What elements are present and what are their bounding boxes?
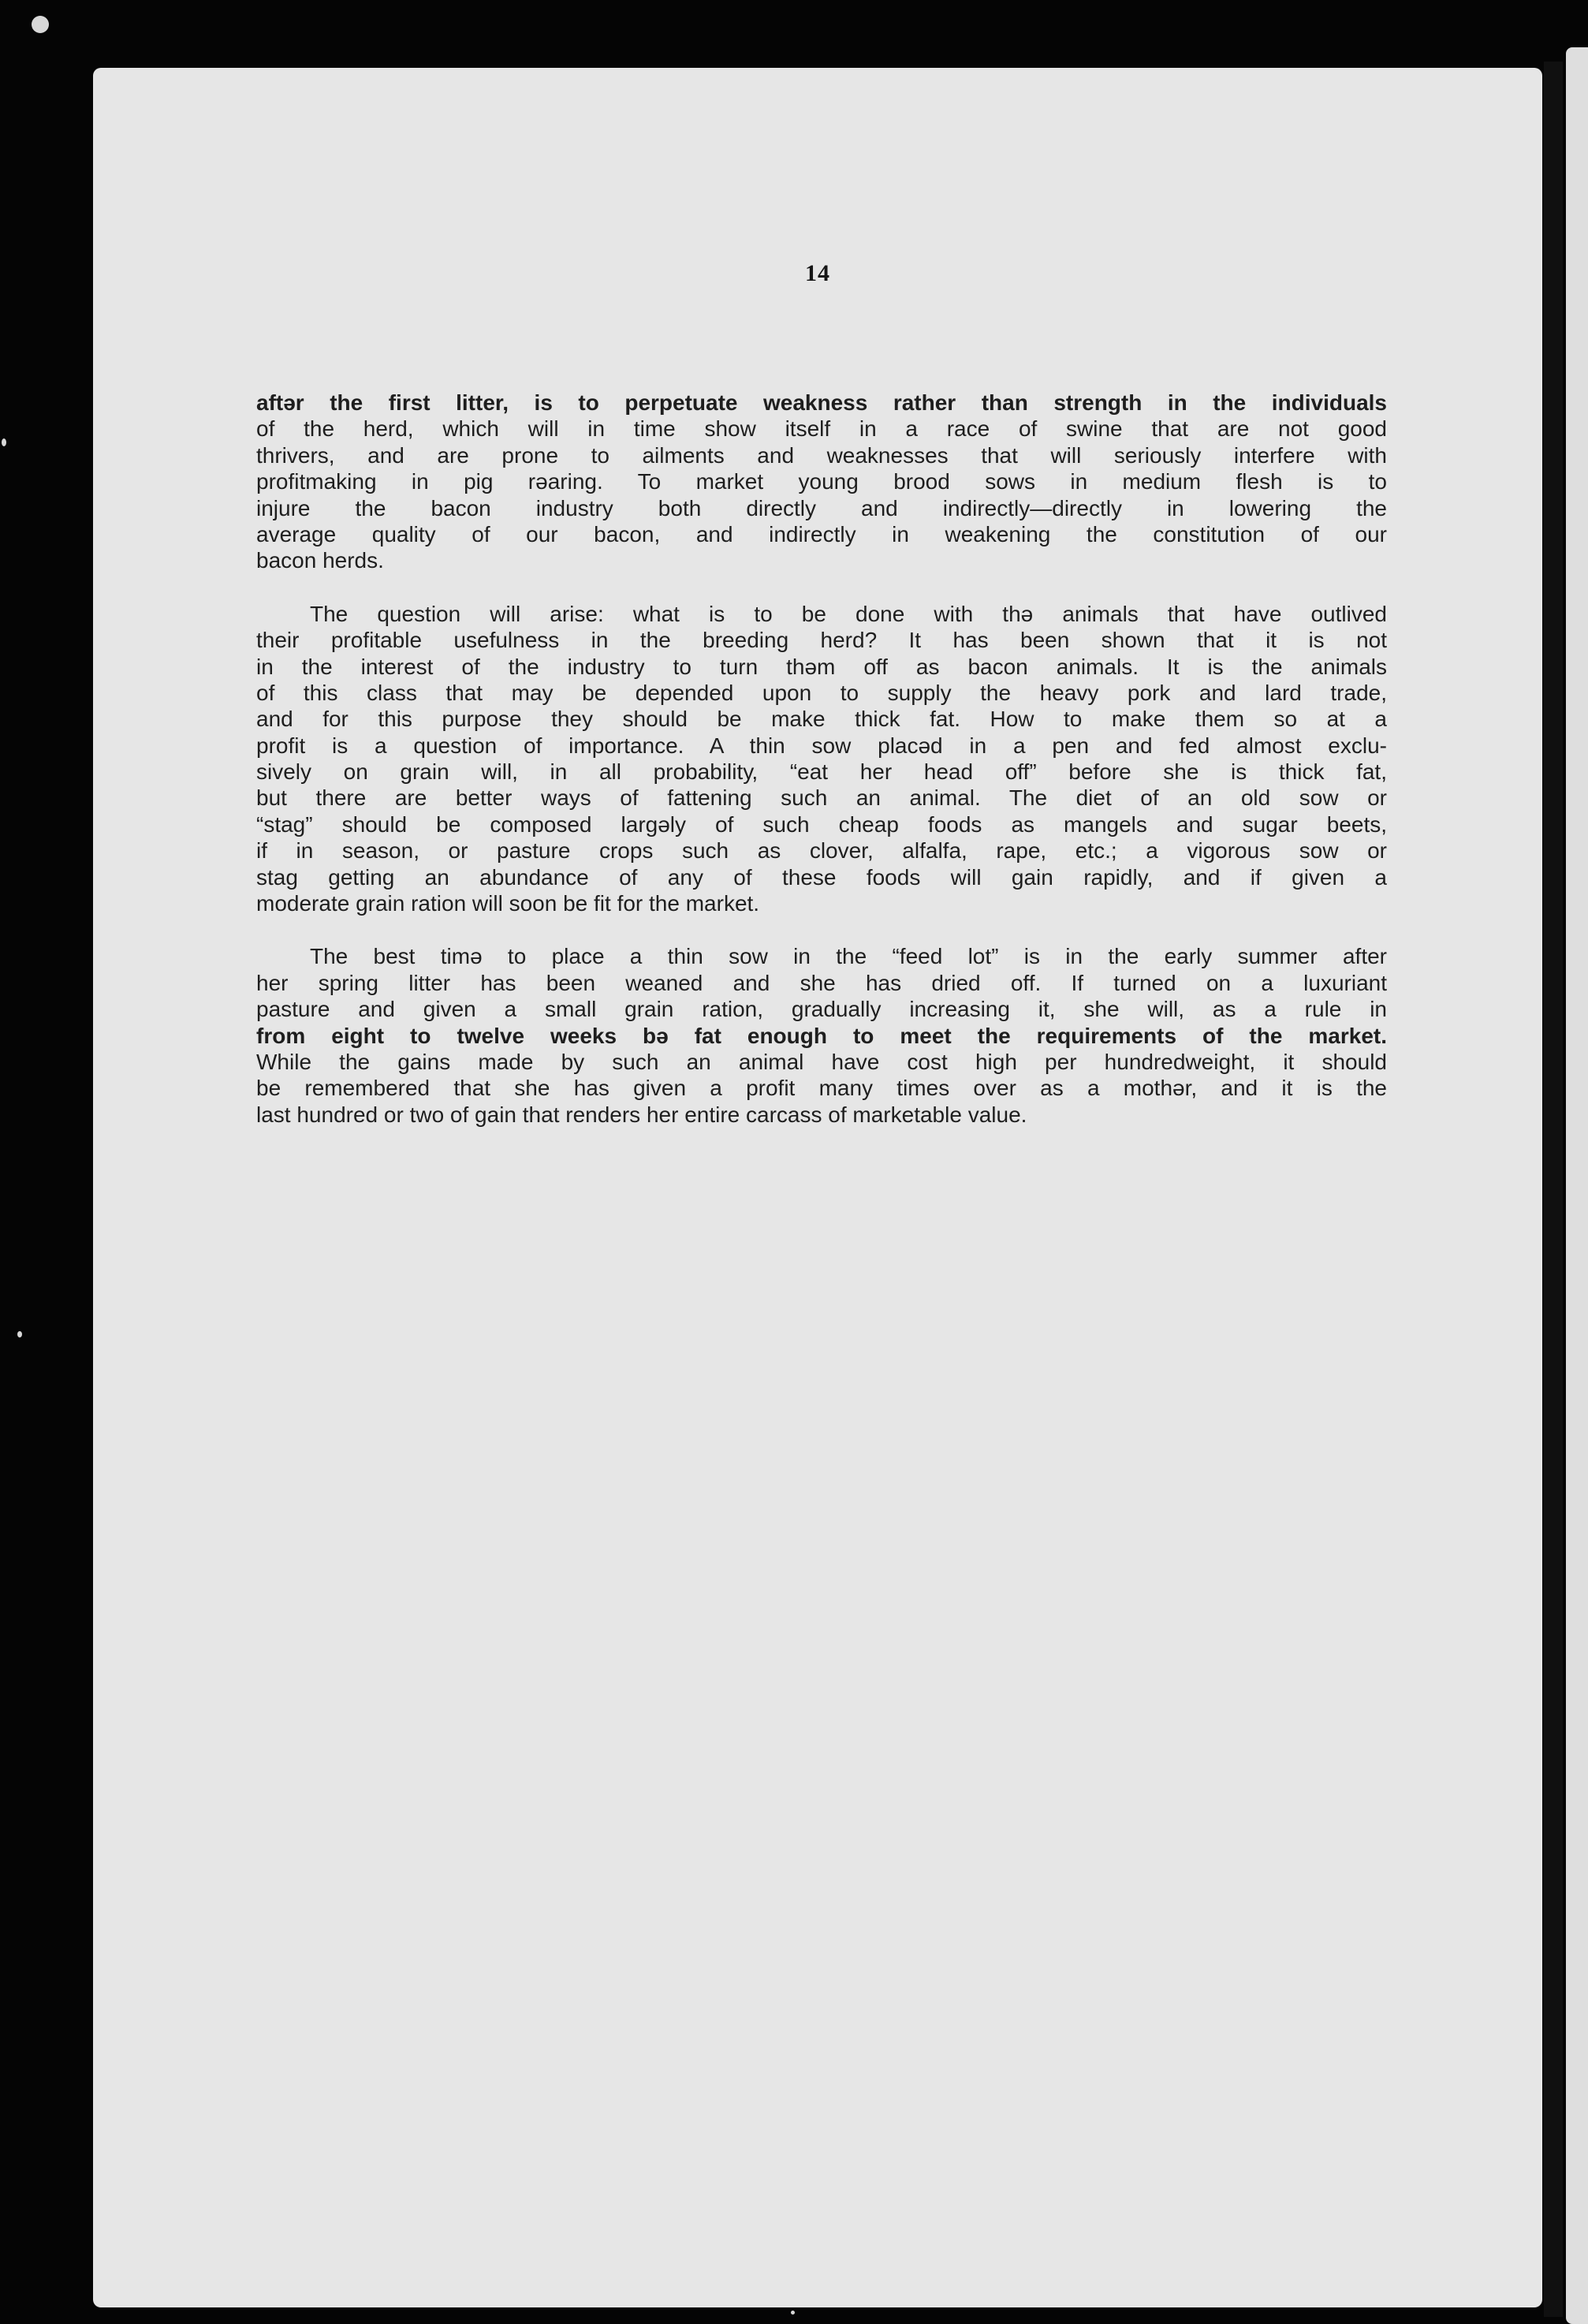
paragraph-spacer bbox=[256, 916, 1387, 943]
text-line: in the interest of the industry to turn thəm off as bacon animals. It is the animals bbox=[256, 654, 1387, 679]
text-line: sively on grain will, in all probabilitу, “eat her head off” before she is thick fat, bbox=[256, 759, 1387, 785]
body-text bbox=[256, 390, 1387, 1128]
text-line: aftər the first litter, is to perpetuate weakness rather than strength in the individuals bbox=[256, 390, 1387, 415]
text-line: stag getting an abundance of any of these foods will gain rapidly, and if given a bbox=[256, 864, 1387, 890]
text-line: and for this purpose they should be make thick fat. How to make them so at a bbox=[256, 707, 1387, 732]
text-line: her spring litter has been weaned and she has dried off. If turned on a luxuriant bbox=[256, 970, 1387, 995]
page-fold-shadow bbox=[1544, 62, 1563, 2317]
text-line: but there are better ways of fattening such an animal. The diet of an old sow or bbox=[256, 785, 1387, 811]
text-line: their profitable usefulness in the breeding herd? It has been shown that it is not bbox=[256, 628, 1387, 653]
text-line: profitmaking in pig rəaring. To market young brood sows in medium flesh is to bbox=[256, 469, 1387, 494]
page-number: 14 bbox=[805, 260, 830, 286]
paragraph-breeding-sows bbox=[256, 390, 1387, 574]
text-line: if in season, or pasture crops such as clover, alfalfa, rape, etc.; a vigorous sow or bbox=[256, 838, 1387, 864]
scan-speck bbox=[791, 2311, 795, 2315]
text-line: While the gains made by such an animal have cost high per hundredweight, it should bbox=[256, 1049, 1387, 1074]
text-line: injure the bacon industry both directly and indirectly—directly in lowering the bbox=[256, 495, 1387, 520]
text-line: be remembered that she has given a profit many times over as a mothər, and it is the bbox=[256, 1076, 1387, 1101]
text-line: moderate grain ration will soon be fit for the market. bbox=[256, 891, 760, 916]
document-page bbox=[93, 68, 1542, 2307]
text-line: last hundred or two of gain that renders her entire carcass of marketable value. bbox=[256, 1102, 1027, 1127]
scan-speck bbox=[32, 16, 49, 33]
text-line: The question will arise: what is to be done with thə animals that have outlived bbox=[310, 601, 1387, 626]
scan-speck bbox=[2, 438, 6, 446]
paragraph-old-sows-question bbox=[256, 601, 1387, 917]
scan-speck bbox=[17, 1331, 22, 1337]
text-line: from eight to twelve weeks bə fat enough to meet the requirements of the market. bbox=[256, 1023, 1387, 1048]
adjacent-page-edge bbox=[1566, 47, 1588, 2324]
paragraph-spacer bbox=[256, 574, 1387, 601]
paragraph-feed-lot bbox=[256, 943, 1387, 1128]
text-line: “stag” should be composed largəly of such cheap foods as mangels and sugar beets, bbox=[256, 811, 1387, 837]
text-line: pasture and given a small grain ration, gradually increasing it, she will, as a rule in bbox=[256, 997, 1387, 1022]
text-line: bacon herds. bbox=[256, 548, 384, 573]
text-line: profit is a question of importance. A thin sow placəd in a pen and fed almost exclu- bbox=[256, 733, 1387, 758]
text-line: The best timə to place a thin sow in the “feed lot” is in the early summer after bbox=[310, 944, 1387, 969]
text-line: thrivers, and are prone to ailments and weaknesses that will seriously interfere with bbox=[256, 442, 1387, 468]
text-line: average quality of our bacon, and indirectly in weakening the constitution of our bbox=[256, 521, 1387, 546]
text-line: of the herd, which will in time show itself in a race of swine that are not good bbox=[256, 416, 1387, 442]
text-line: of this class that may be depended upon to supply the heavy pork and lard trade, bbox=[256, 680, 1387, 705]
